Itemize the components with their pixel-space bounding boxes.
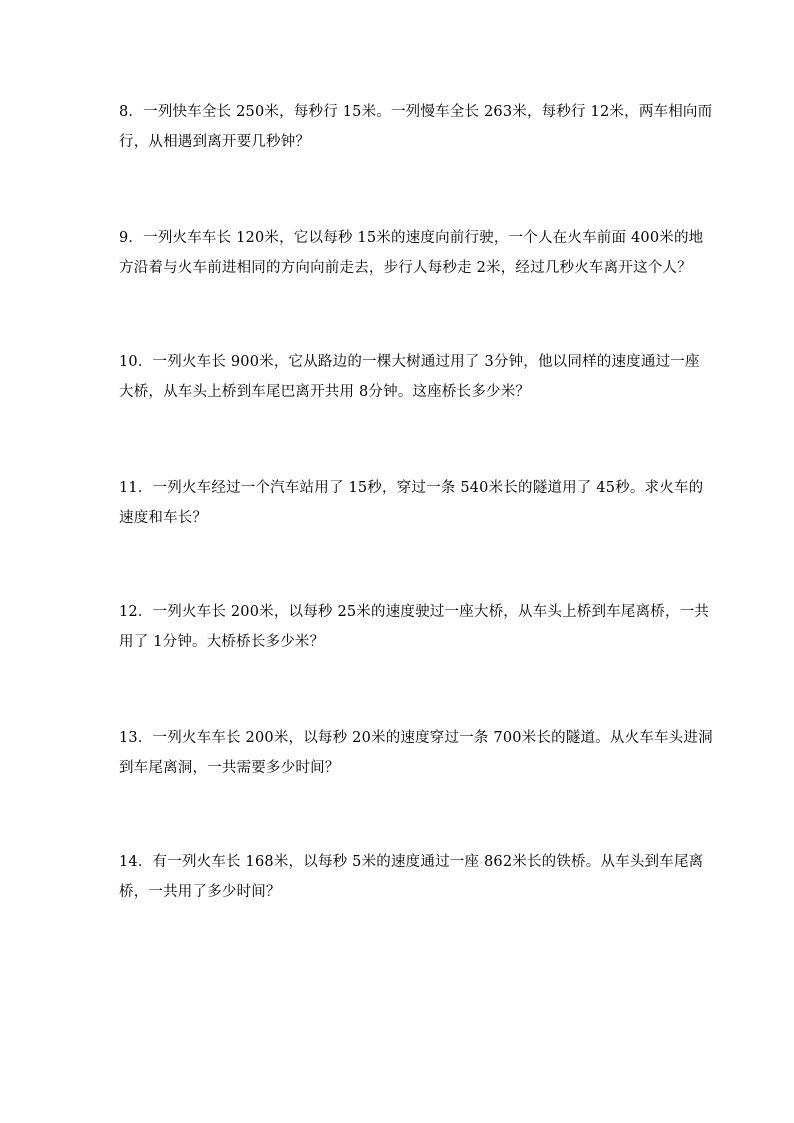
problem-line: 14．有一列火车长 168米，以每秒 5米的速度通过一座 862米长的铁桥。从车头到车尾离 [119, 854, 704, 870]
problem-14 [119, 847, 704, 907]
problem-9 [119, 223, 704, 283]
problem-line: 桥，一共用了多少时间？ [119, 884, 281, 900]
problem-12 [119, 597, 710, 657]
problem-8 [119, 97, 713, 157]
problem-line: 11．一列火车经过一个汽车站用了 15秒，穿过一条 540米长的隧道用了 45秒。求火车的 [119, 480, 704, 496]
problem-13 [119, 723, 713, 783]
problem-10 [119, 347, 700, 407]
problem-line: 大桥，从车头上桥到车尾巴离开共用 8分钟。这座桥长多少米？ [119, 384, 531, 400]
problem-line: 10．一列火车长 900米，它从路边的一棵大树通过用了 3分钟，他以同样的速度通过一座 [119, 354, 700, 370]
problem-11 [119, 473, 704, 533]
problem-line: 速度和车长？ [119, 510, 208, 526]
problem-line: 用了 1分钟。大桥桥长多少米？ [119, 634, 325, 650]
problem-line: 到车尾离洞，一共需要多少时间？ [119, 760, 340, 776]
problem-line: 行，从相遇到离开要几秒钟？ [119, 134, 311, 150]
problem-line: 方沿着与火车前进相同的方向向前走去，步行人每秒走 2米，经过几秒火车离开这个人？ [119, 260, 692, 276]
problem-line: 12．一列火车长 200米，以每秒 25米的速度驶过一座大桥，从车头上桥到车尾离桥，一共 [119, 604, 710, 620]
problem-line: 13．一列火车车长 200米，以每秒 20米的速度穿过一条 700米长的隧道。从火车车头进洞 [119, 730, 713, 746]
problem-line: 8．一列快车全长 250米，每秒行 15米。一列慢车全长 263米，每秒行 12米，两车相向而 [119, 104, 713, 120]
problem-line: 9．一列火车车长 120米，它以每秒 15米的速度向前行驶，一个人在火车前面 400米的地 [119, 230, 704, 246]
